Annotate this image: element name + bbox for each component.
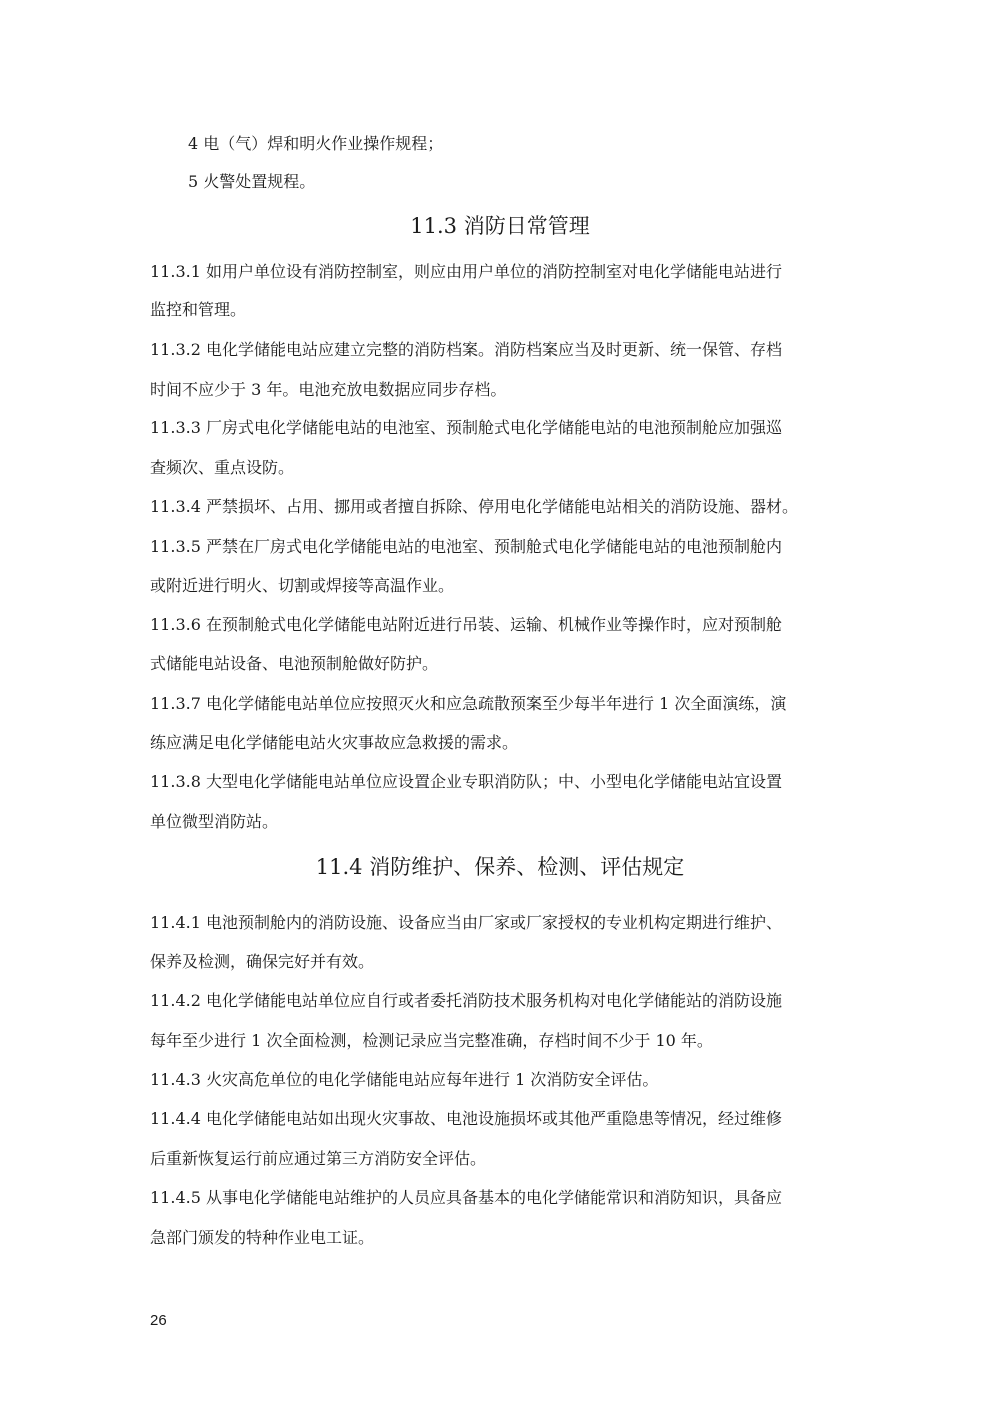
paragraph-line: 11.4.2 电化学储能电站单位应自行或者委托消防技术服务机构对电化学储能站的消防设施 bbox=[150, 991, 782, 1010]
paragraph-line: 11.4.5 从事电化学储能电站维护的人员应具备基本的电化学储能常识和消防知识，具备应 bbox=[150, 1188, 782, 1207]
paragraph-line: 时间不应少于 3 年。电池充放电数据应同步存档。 bbox=[150, 380, 507, 399]
paragraph-line: 11.3.2 电化学储能电站应建立完整的消防档案。消防档案应当及时更新、统一保管、存档 bbox=[150, 340, 782, 359]
paragraph-line: 急部门颁发的特种作业电工证。 bbox=[150, 1228, 375, 1247]
list-item: 5 火警处置规程。 bbox=[188, 172, 316, 191]
paragraph-line: 式储能电站设备、电池预制舱做好防护。 bbox=[150, 654, 439, 673]
paragraph-line: 监控和管理。 bbox=[150, 300, 247, 319]
document-page bbox=[150, 0, 850, 1414]
paragraph-line: 11.4.3 火灾高危单位的电化学储能电站应每年进行 1 次消防安全评估。 bbox=[150, 1070, 659, 1089]
paragraph-line: 11.3.8 大型电化学储能电站单位应设置企业专职消防队；中、小型电化学储能电站宜设置 bbox=[150, 772, 782, 791]
list-item: 4 电（气）焊和明火作业操作规程； bbox=[188, 134, 444, 153]
paragraph-line: 11.3.4 严禁损坏、占用、挪用或者擅自拆除、停用电化学储能电站相关的消防设施、器材。 bbox=[150, 497, 798, 516]
paragraph-line: 练应满足电化学储能电站火灾事故应急救援的需求。 bbox=[150, 733, 519, 752]
paragraph-line: 11.3.7 电化学储能电站单位应按照灭火和应急疏散预案至少每半年进行 1 次全面演练，演 bbox=[150, 694, 787, 713]
page-number: 26 bbox=[150, 1312, 167, 1329]
paragraph-line: 后重新恢复运行前应通过第三方消防安全评估。 bbox=[150, 1149, 487, 1168]
section-heading-11-4: 11.4 消防维护、保养、检测、评估规定 bbox=[315, 855, 685, 879]
paragraph-line: 保养及检测，确保完好并有效。 bbox=[150, 952, 375, 971]
paragraph-line: 11.3.6 在预制舱式电化学储能电站附近进行吊装、运输、机械作业等操作时，应对预制舱 bbox=[150, 615, 782, 634]
paragraph-line: 查频次、重点设防。 bbox=[150, 458, 295, 477]
paragraph-line: 11.3.1 如用户单位设有消防控制室，则应由用户单位的消防控制室对电化学储能电站进行 bbox=[150, 262, 782, 281]
paragraph-line: 11.4.4 电化学储能电站如出现火灾事故、电池设施损坏或其他严重隐患等情况，经过维修 bbox=[150, 1109, 782, 1128]
paragraph-line: 每年至少进行 1 次全面检测，检测记录应当完整准确，存档时间不少于 10 年。 bbox=[150, 1031, 713, 1050]
paragraph-line: 11.3.5 严禁在厂房式电化学储能电站的电池室、预制舱式电化学储能电站的电池预制舱内 bbox=[150, 537, 782, 556]
section-heading-11-3: 11.3 消防日常管理 bbox=[410, 214, 590, 238]
paragraph-line: 11.3.3 厂房式电化学储能电站的电池室、预制舱式电化学储能电站的电池预制舱应加强巡 bbox=[150, 418, 782, 437]
paragraph-line: 或附近进行明火、切割或焊接等高温作业。 bbox=[150, 576, 455, 595]
paragraph-line: 单位微型消防站。 bbox=[150, 812, 279, 831]
paragraph-line: 11.4.1 电池预制舱内的消防设施、设备应当由厂家或厂家授权的专业机构定期进行维护、 bbox=[150, 913, 782, 932]
